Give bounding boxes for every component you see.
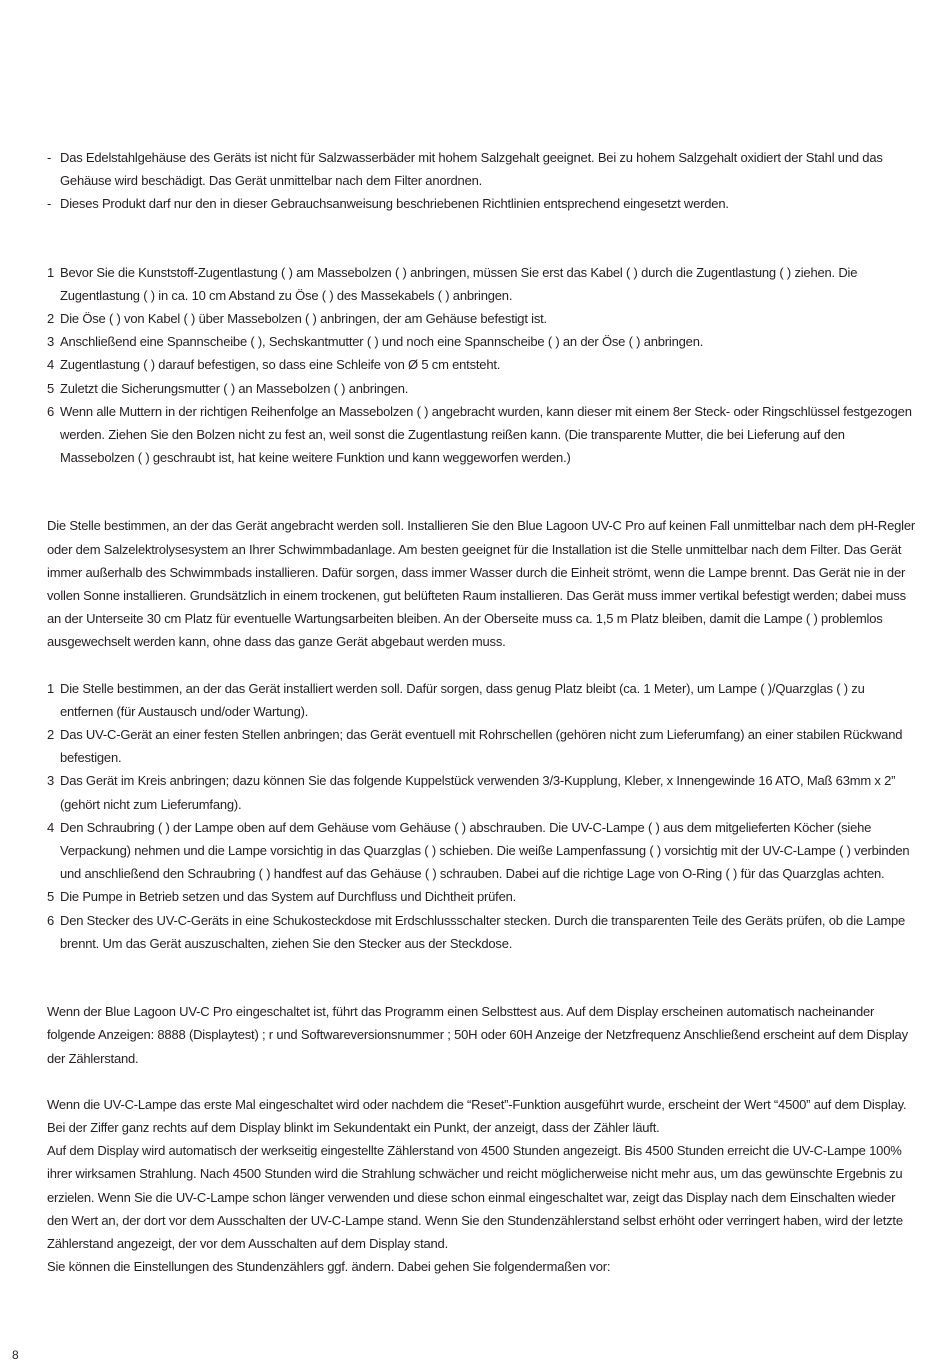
section-spacer	[47, 216, 917, 261]
step-text: Zuletzt die Sicherungsmutter ( ) an Massebolzen ( ) anbringen.	[60, 380, 409, 396]
list-item-text: Das Edelstahlgehäuse des Geräts ist nicht für Salzwasserbäder mit hohem Salzgehalt geeignet. Bei zu hohem Salzgehalt oxidiert der Stahl und das Gehäuse wird beschädigt. Das Gerät unmittelbar nach dem Filter anordnen.	[60, 150, 883, 189]
list-item	[47, 192, 917, 215]
section-spacer	[47, 469, 917, 514]
counter-paragraph: Wenn die UV-C-Lampe das erste Mal eingeschaltet wird oder nachdem die “Reset”-Funktion ausgeführt wurde, erscheint der Wert “4500” auf dem Display. Bei der Ziffer ganz rechts auf dem Display blinkt im Sekundentakt ein Punkt, der anzeigt, dass der Zähler läuft.	[47, 1096, 907, 1135]
step-text: Das Gerät im Kreis anbringen; dazu können Sie das folgende Kuppelstück verwenden 3/3-Kupplung, Kleber, x Innengewinde 16 ATO, Maß 63mm x 2” (gehört nicht zum Lieferumfang).	[60, 773, 896, 812]
step-number: 2	[47, 727, 55, 743]
list-marker: -	[47, 196, 52, 212]
operation-paragraph: Wenn der Blue Lagoon UV-C Pro eingeschaltet ist, führt das Programm einen Selbsttest aus. Auf dem Display erscheinen automatisch nacheinander folgende Anzeigen: 8888 (Displaytest) ; r und Softwareversionsnummer ; 50H oder 60H Anzeige der Netzfrequenz Anschließend erscheint auf dem Display der Zählerstand.	[47, 1004, 908, 1066]
list-item	[47, 769, 917, 815]
grounding-steps	[47, 261, 917, 470]
list-item-text: Dieses Produkt darf nur den in dieser Gebrauchsanweisung beschriebenen Richtlinien entsprechend eingesetzt werden.	[60, 196, 729, 212]
step-text: Zugentlastung ( ) darauf befestigen, so dass eine Schleife von Ø 5 cm entsteht.	[60, 357, 501, 373]
list-item	[47, 307, 917, 330]
page-number: 8	[12, 1348, 19, 1362]
list-item	[47, 146, 917, 192]
step-text: Bevor Sie die Kunststoff-Zugentlastung ( ) am Massebolzen ( ) anbringen, müssen Sie erst das Kabel ( ) durch die Zugentlastung ( ) ziehen. Die Zugentlastung ( ) in ca. 10 cm Abstand zu Öse ( ) des Massekabels ( ) anbringen.	[60, 264, 858, 303]
step-text: Den Stecker des UV-C-Geräts in eine Schukosteckdose mit Erdschlussschalter stecken. Durch die transparenten Teile des Geräts prüfen, ob die Lampe brennt. Um das Gerät auszuschalten, ziehen Sie den Stecker aus der Steckdose.	[60, 912, 906, 951]
step-number: 3	[47, 334, 55, 350]
section-spacer	[47, 1070, 917, 1093]
step-number: 5	[47, 889, 55, 905]
step-number: 2	[47, 311, 55, 327]
step-number: 6	[47, 403, 55, 419]
step-number: 4	[47, 357, 55, 373]
list-item	[47, 723, 917, 769]
list-item	[47, 909, 917, 955]
list-item	[47, 816, 917, 886]
step-text: Anschließend eine Spannscheibe ( ), Sechskantmutter ( ) und noch eine Spannscheibe ( ) an der Öse ( ) anbringen.	[60, 334, 704, 350]
list-marker: -	[47, 150, 52, 165]
step-number: 3	[47, 773, 55, 789]
location-paragraph: Die Stelle bestimmen, an der das Gerät angebracht werden soll. Installieren Sie den Blue Lagoon UV-C Pro auf keinen Fall unmittelbar nach dem pH-Regler oder dem Salzelektrolysesystem an Ihrer Schwimmbadanlage. Am besten geeignet für die Installation ist die Stelle unmittelbar nach dem Filter. Das Gerät immer außerhalb des Schwimmbads installieren. Dafür sorgen, dass immer Wasser durch die Einheit strömt, wenn die Lampe brennt. Das Gerät nie in der vollen Sonne installieren. Grundsätzlich in einem trockenen, gut belüfteten Raum installieren. Das Gerät muss immer vertikal befestigt werden; dabei muss an der Unterseite 30 cm Platz für eventuelle Wartungsarbeiten bleiben. An der Oberseite muss ca. 1,5 m Platz bleiben, damit die Lampe ( ) problemlos ausgewechselt werden kann, ohne dass das ganze Gerät abgebaut werden muss.	[47, 518, 916, 650]
step-text: Die Pumpe in Betrieb setzen und das System auf Durchfluss und Dichtheit prüfen.	[60, 889, 517, 905]
step-text: Die Öse ( ) von Kabel ( ) über Massebolzen ( ) anbringen, der am Gehäuse befestigt ist.	[60, 311, 547, 327]
list-item	[47, 400, 917, 470]
list-item	[47, 353, 917, 376]
step-text: Den Schraubring ( ) der Lampe oben auf dem Gehäuse vom Gehäuse ( ) abschrauben. Die UV-C-Lampe ( ) aus dem mitgelieferten Köcher (siehe Verpackung) nehmen und die Lampe vorsichtig in das Quarzglas ( ) schieben. Die weiße Lampenfassung ( ) vorsichtig mit der UV-C-Lampe ( ) verbinden und anschließend den Schraubring ( ) handfest auf das Gehäuse ( ) schrauben. Dabei auf die richtige Lage von O-Ring ( ) für das Quarzglas achten.	[60, 819, 910, 882]
warning-list	[47, 146, 917, 216]
counter-paragraph: Auf dem Display wird automatisch der werkseitig eingestellte Zählerstand von 4500 Stunden angezeigt. Bis 4500 Stunden erreicht die UV-C-Lampe 100% ihrer wirksamen Strahlung. Nach 4500 Stunden wird die Strahlung schwächer und reicht möglicherweise nicht mehr aus, um das gewünschte Ergebnis zu erzielen. Wenn Sie die UV-C-Lampe schon länger verwenden und diese schon einmal eingeschaltet war, zeigt das Display nach dem Einschalten wieder den Wert an, der dort vor dem Ausschalten der UV-C-Lampe stand. Wenn Sie den Stundenzählerstand selbst erhöht oder verringert haben, wird der letzte Zählerstand angezeigt, der vor dem Ausschalten auf dem Display stand.	[47, 1143, 903, 1251]
list-item	[47, 261, 917, 307]
list-item	[47, 330, 917, 353]
step-number: 4	[47, 819, 55, 835]
step-number: 1	[47, 680, 55, 696]
installation-steps	[47, 677, 917, 955]
step-text: Die Stelle bestimmen, an der das Gerät installiert werden soll. Dafür sorgen, dass genug Platz bleibt (ca. 1 Meter), um Lampe ( )/Quarzglas ( ) zu entfernen (für Austausch und/oder Wartung).	[60, 680, 865, 719]
section-spacer	[47, 654, 917, 677]
step-text: Wenn alle Muttern in der richtigen Reihenfolge an Massebolzen ( ) angebracht wurden, kann dieser mit einem 8er Steck- oder Ringschlüssel festgezogen werden. Ziehen Sie den Bolzen nicht zu fest an, weil sonst die Zugentlastung reißen kann. (Die transparente Mutter, die bei Lieferung auf den Massebolzen ( ) geschraubt ist, hat keine weitere Funktion und kann weggeworfen werden.)	[60, 403, 912, 466]
step-number: 6	[47, 912, 55, 928]
document-body	[47, 146, 917, 1278]
list-item	[47, 377, 917, 400]
step-text: Das UV-C-Gerät an einer festen Stellen anbringen; das Gerät eventuell mit Rohrschellen (gehören nicht zum Lieferumfang) an einer stabilen Rückwand befestigen.	[60, 727, 903, 766]
step-number: 1	[47, 264, 55, 280]
step-number: 5	[47, 380, 55, 396]
list-item	[47, 677, 917, 723]
list-item	[47, 885, 917, 908]
section-spacer	[47, 955, 917, 1000]
counter-paragraph: Sie können die Einstellungen des Stundenzählers ggf. ändern. Dabei gehen Sie folgendermaßen vor:	[47, 1259, 611, 1275]
